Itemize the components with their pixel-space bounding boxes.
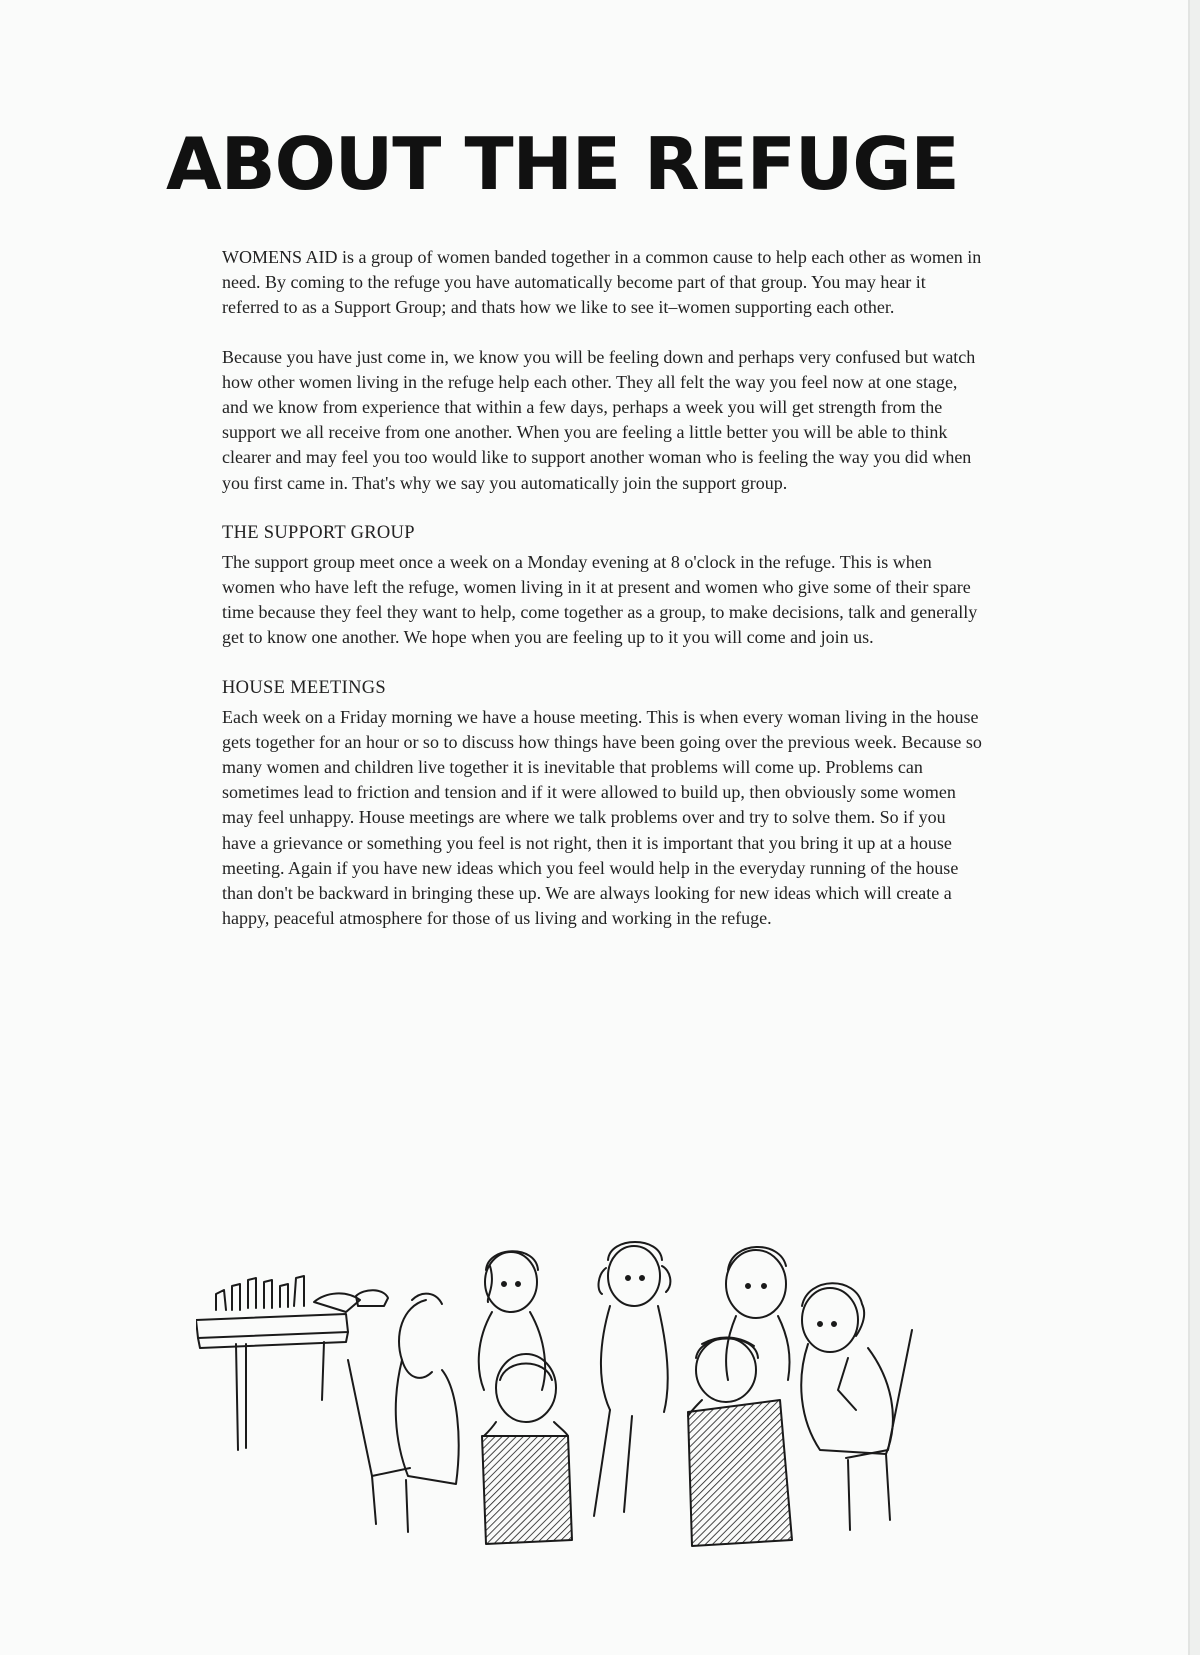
intro-paragraph-1: WOMENS AID is a group of women banded together in a common cause to help each other as women in need. By coming to the refuge you have automatically become part of that group. You may hear it referred to as a Support Group; and thats how we like to see it–women supporting each other. [222, 247, 982, 318]
page-title: ABOUT THE REFUGE [166, 122, 959, 206]
section-text-support-group: The support group meet once a week on a Monday evening at 8 o'clock in the refuge. This is when women who have left the refuge, women living in it at present and women who give some of their spare time because they feel they want to help, come together as a group, to make decisions, talk and generally get to know one another. We hope when you are feeling up to it you will come and join us. [222, 551, 978, 648]
section-text-house-meetings: Each week on a Friday morning we have a house meeting. This is when every woman living in the house gets together for an hour or so to discuss how things have been going over the previous week. Because so many women and children live together it is inevitable that problems will come up. Problems can sometimes lead to friction and tension and if it were allowed to build up, then obviously some women may feel unhappy. House meetings are where we talk problems over and try to solve them. So if you have a grievance or something you feel is not right, then it is important that you bring it up at a house meeting. Again if you have new ideas which you feel would help in the everyday running of the house than don't be backward in bringing these up. We are always looking for new ideas which will create a happy, peaceful atmosphere for those of us living and working in the refuge. [222, 706, 982, 929]
intro-paragraph-2: Because you have just come in, we know you will be feeling down and perhaps very confused but watch how other women living in the refuge help each other. They all felt the way you feel now at one stage, and we know from experience that within a few days, perhaps a week you will get strength from the support we all receive from one another. When you are feeling a little better you will be able to think clearer and may feel you too would like to support another woman who is feeling the way you did when you first came in. That's why we say you automatically join the support group. [222, 346, 976, 493]
document-body [222, 245, 982, 955]
section-heading-support-group: THE SUPPORT GROUP [222, 522, 415, 543]
women-meeting-sketch-icon [196, 1240, 996, 1580]
section-heading-house-meetings: HOUSE MEETINGS [222, 677, 387, 698]
